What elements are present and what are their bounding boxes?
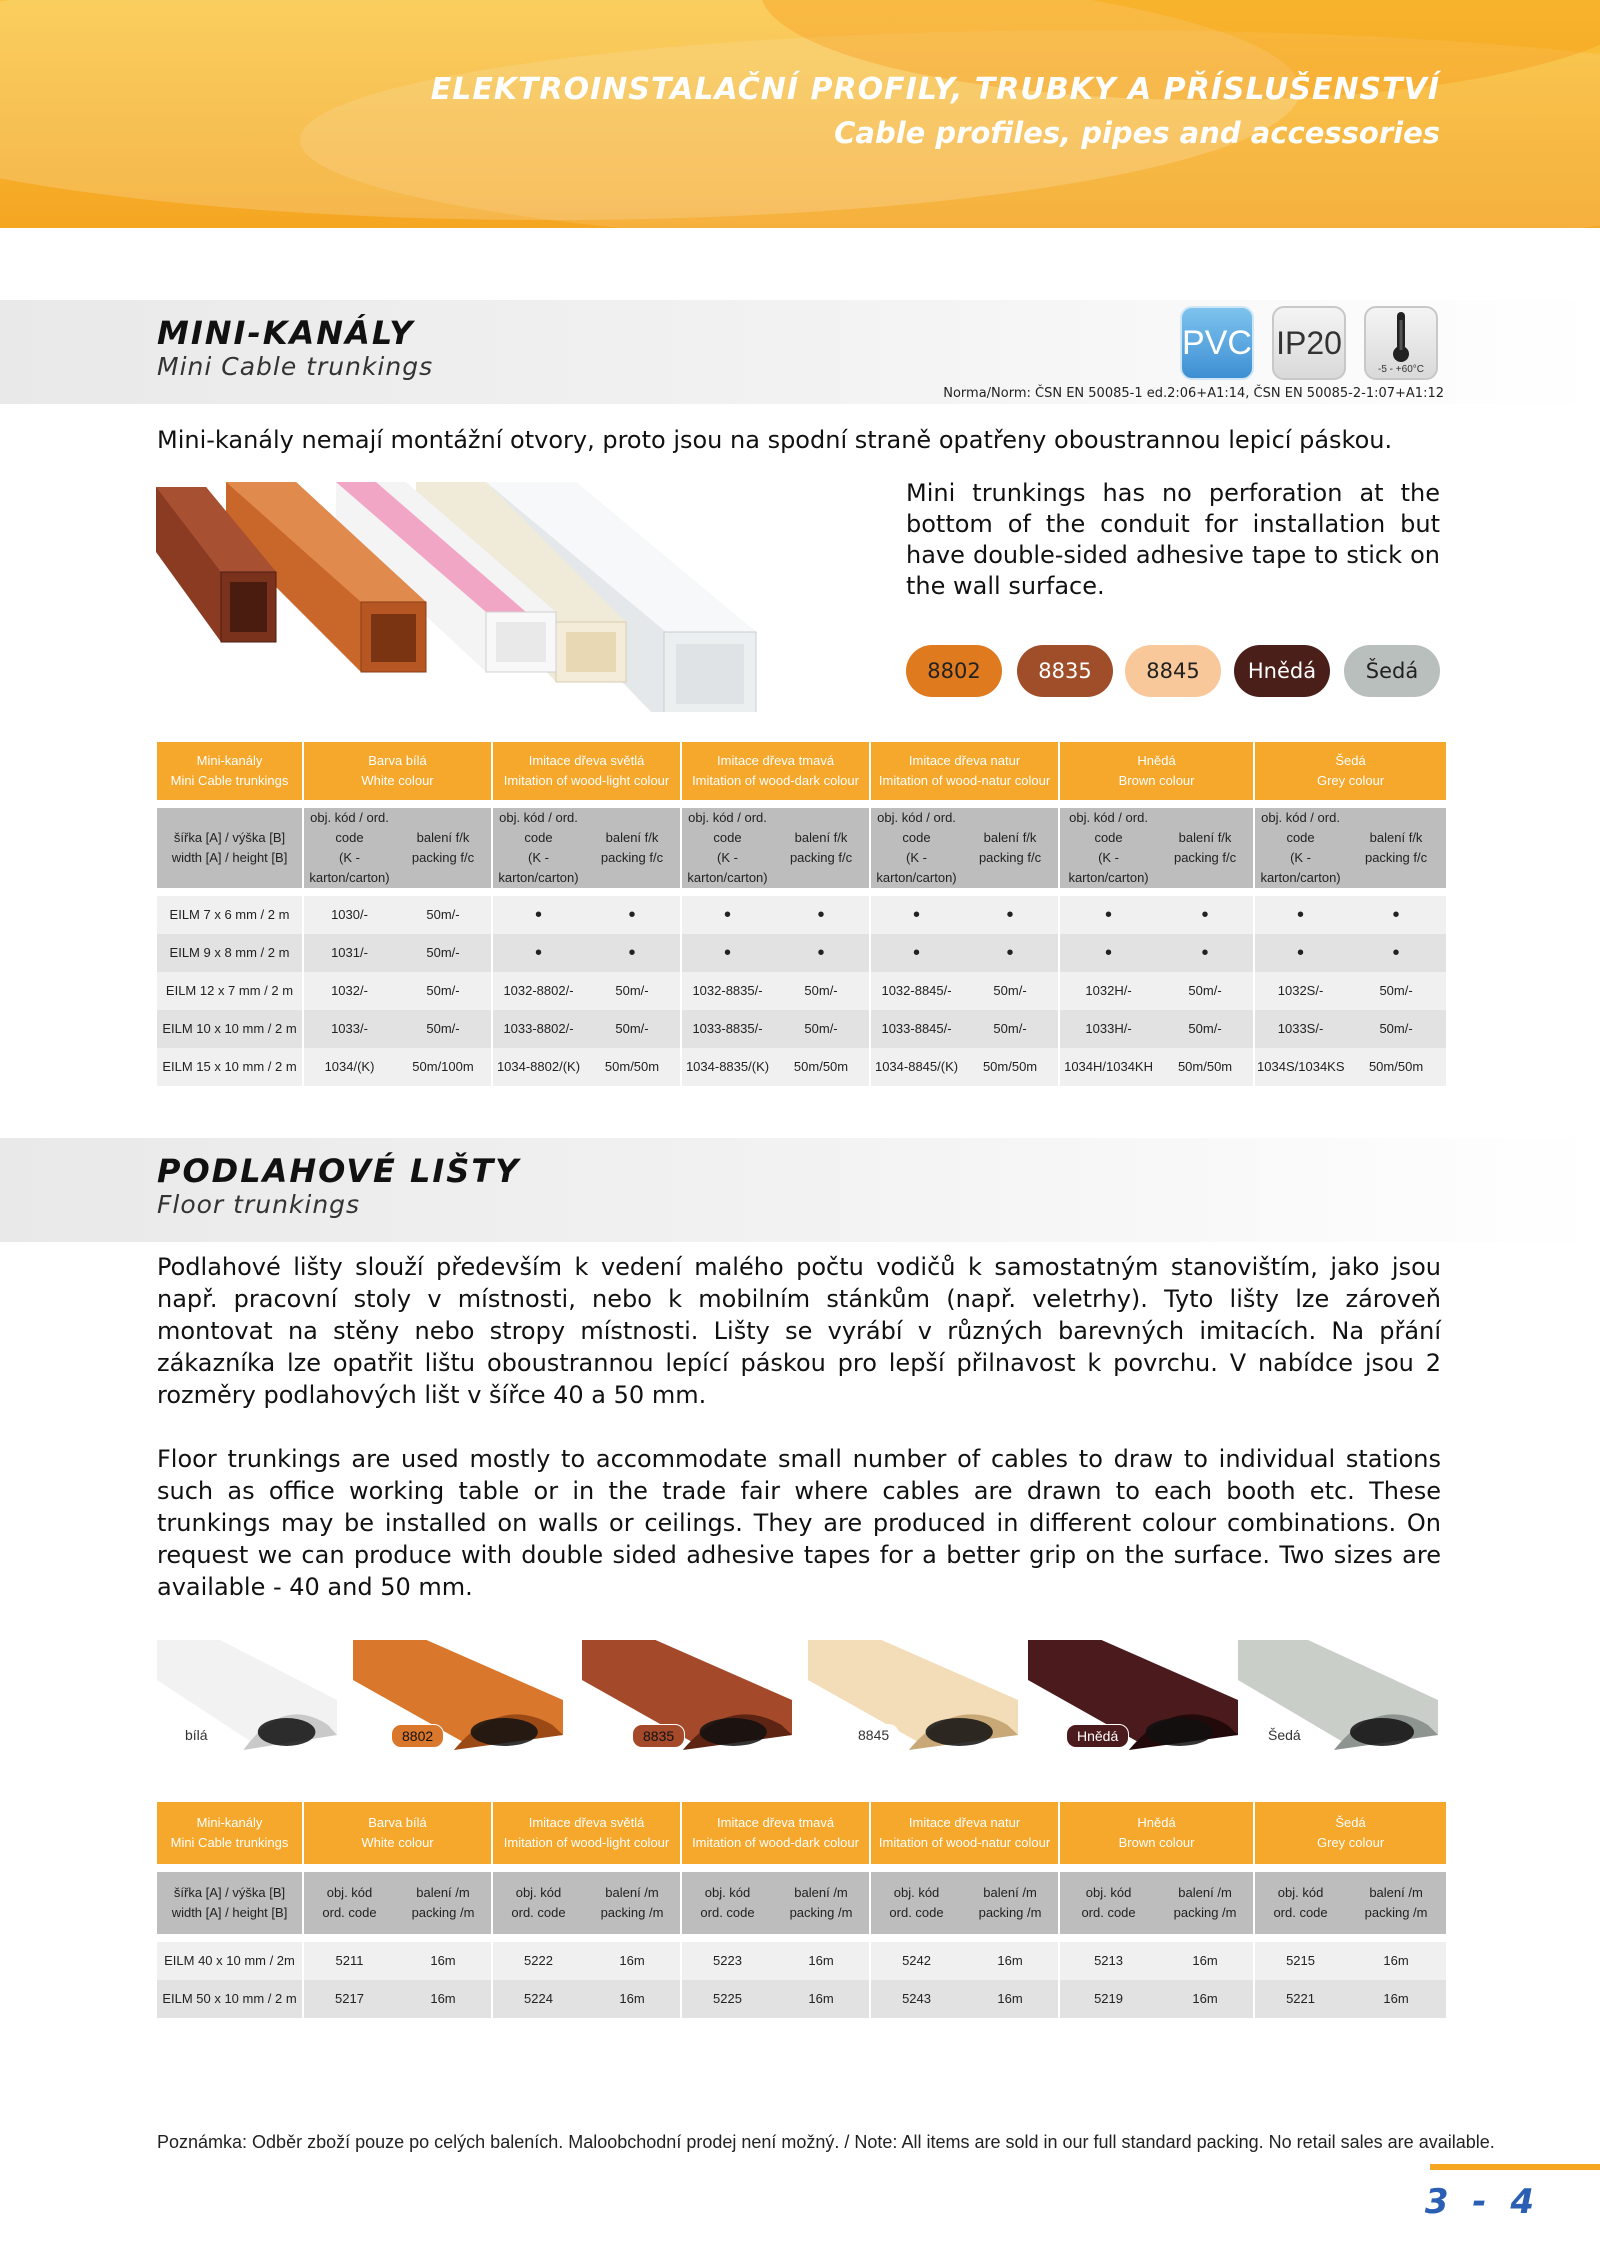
spacer-row xyxy=(157,1934,1446,1942)
subheader-text: obj. kód / ord. code xyxy=(688,810,767,845)
table-cell: 1030/- xyxy=(303,896,395,934)
color-pill-label: 8802 xyxy=(927,659,981,683)
floor-product-label: Šedá xyxy=(1258,1724,1311,1746)
subheader-cell xyxy=(395,1872,492,1934)
subheader-cell xyxy=(1254,1872,1346,1934)
mini-trunkings-table xyxy=(157,742,1446,1086)
table-cell: 1032-8802/- xyxy=(492,972,584,1010)
subheader-text: balení /m xyxy=(1178,1885,1232,1900)
pvc-badge xyxy=(1180,306,1254,380)
subheader-text: šířka [A] / výška [B] xyxy=(173,1885,286,1900)
table-cell: 1034H/1034KH xyxy=(1059,1048,1157,1086)
table-cell: 1033-8845/- xyxy=(870,1010,962,1048)
subheader-cell xyxy=(303,1872,395,1934)
subheader-cell xyxy=(584,1872,681,1934)
subheader-text: balení /m xyxy=(416,1885,470,1900)
color-pill-label: 8845 xyxy=(1146,659,1200,683)
subheader-text: balení f/k xyxy=(983,830,1037,845)
table-cell: 1032-8845/- xyxy=(870,972,962,1010)
subheader-text: balení f/k xyxy=(416,830,470,845)
floor-desc-en: Floor trunkings are used mostly to accommodate small number of cables to draw to individual stations such as office working table or in the trade fair where cables are drawn to each booth etc. These trunkings may be installed on walls or ceilings. They are produced in different colour combinations. On request we can produce with double sided adhesive tapes for a better grip on the surface. Two sizes are available - 40 and 50 mm. xyxy=(157,1445,1441,1601)
table-cell: • xyxy=(1254,896,1346,934)
header-cell xyxy=(157,742,303,800)
table-cell: 50m/- xyxy=(395,1010,492,1048)
table-cell: 1034-8845/(K) xyxy=(870,1048,962,1086)
subheader-cell xyxy=(1254,808,1346,888)
header-text: Imitace dřeva tmavá xyxy=(717,1815,835,1830)
table-body xyxy=(157,896,1446,1086)
header-text: Imitation of wood-natur colour xyxy=(878,1835,1051,1850)
table-cell: 16m xyxy=(962,1980,1059,2018)
table-cell: • xyxy=(870,934,962,972)
subheader-text: (K - karton/carton) xyxy=(1068,850,1149,885)
table-cell: 1031/- xyxy=(303,934,395,972)
header-cell xyxy=(303,742,492,800)
subheader-cell xyxy=(1059,808,1157,888)
table-cell: 1034-8802/(K) xyxy=(492,1048,584,1086)
header-cell xyxy=(870,1802,1059,1864)
table-cell: 50m/- xyxy=(1157,972,1254,1010)
color-pill-label: 8835 xyxy=(1038,659,1092,683)
table-cell: 5225 xyxy=(681,1980,773,2018)
header-text: Imitation of wood-light colour xyxy=(503,773,670,788)
floor-product-label: Hnědá xyxy=(1066,1724,1129,1748)
subheader-text: width [A] / height [B] xyxy=(171,1905,288,1920)
color-pill-label: Šedá xyxy=(1365,659,1419,683)
table-cell: 16m xyxy=(395,1942,492,1980)
table-cell: 5219 xyxy=(1059,1980,1157,2018)
header-text: White colour xyxy=(361,1835,434,1850)
header-text: Imitace dřeva tmavá xyxy=(717,753,835,768)
header-text: Mini Cable trunkings xyxy=(170,1835,289,1850)
subheader-text: balení f/k xyxy=(605,830,659,845)
table-row xyxy=(157,896,1446,934)
subheader-text: ord. code xyxy=(322,1905,377,1920)
color-pill xyxy=(1125,645,1221,697)
subheader-text: obj. kód xyxy=(515,1885,562,1900)
table-cell: • xyxy=(1346,896,1446,934)
floor-trunkings-table xyxy=(157,1802,1446,2018)
subheader-text: obj. kód / ord. code xyxy=(1069,810,1148,845)
subheader-cell xyxy=(1346,1872,1446,1934)
subheader-cell xyxy=(962,808,1059,888)
header-text: Imitation of wood-dark colour xyxy=(692,1835,859,1850)
table-cell: 1032H/- xyxy=(1059,972,1157,1010)
subheader-text: ord. code xyxy=(1081,1905,1136,1920)
norm-text: Norma/Norm: ČSN EN 50085-1 ed.2:06+A1:14, ČSN EN 50085-2-1:07+A1:12 xyxy=(943,386,1444,401)
subheader-text: ord. code xyxy=(511,1905,566,1920)
table-cell: 1034-8835/(K) xyxy=(681,1048,773,1086)
table-cell: 50m/- xyxy=(395,972,492,1010)
size-cell: EILM 9 x 8 mm / 2 m xyxy=(157,934,303,972)
table-cell: 50m/- xyxy=(773,1010,870,1048)
spacer-row xyxy=(157,800,1446,808)
table-cell: 50m/- xyxy=(962,972,1059,1010)
size-cell: EILM 15 x 10 mm / 2 m xyxy=(157,1048,303,1086)
header-text: Imitation of wood-dark colour xyxy=(692,773,859,788)
subheader-text: balení /m xyxy=(605,1885,659,1900)
subheader-text: balení f/k xyxy=(794,830,848,845)
table-cell: 50m/50m xyxy=(584,1048,681,1086)
table-cell: • xyxy=(492,896,584,934)
table-cell: 50m/- xyxy=(584,1010,681,1048)
table-body xyxy=(157,1942,1446,2018)
table-cell: 16m xyxy=(584,1942,681,1980)
header-cell xyxy=(1059,742,1254,800)
header-banner xyxy=(0,0,1600,228)
table-cell: • xyxy=(584,934,681,972)
size-cell: EILM 10 x 10 mm / 2 m xyxy=(157,1010,303,1048)
header-text: Imitace dřeva světlá xyxy=(528,1815,645,1830)
subheader-text: packing f/c xyxy=(1364,850,1428,865)
size-cell: EILM 50 x 10 mm / 2 m xyxy=(157,1980,303,2018)
floor-trunking-image xyxy=(1028,1640,1238,1760)
table-cell: 16m xyxy=(773,1980,870,2018)
header-text: Mini-kanály xyxy=(196,753,263,768)
header-cell xyxy=(1254,742,1446,800)
table-cell: 50m/100m xyxy=(395,1048,492,1086)
table-cell: 5211 xyxy=(303,1942,395,1980)
color-pill xyxy=(1234,645,1330,697)
table-cell: 5223 xyxy=(681,1942,773,1980)
table-cell: 5215 xyxy=(1254,1942,1346,1980)
table-cell: 50m/- xyxy=(395,896,492,934)
subheader-text: packing /m xyxy=(411,1905,475,1920)
table-cell: 50m/50m xyxy=(962,1048,1059,1086)
subheader-cell xyxy=(303,808,395,888)
subheader-text: (K - karton/carton) xyxy=(309,850,390,885)
subheader-text: šířka [A] / výška [B] xyxy=(173,830,286,845)
table-cell: 50m/- xyxy=(1157,1010,1254,1048)
mini-desc-cz: Mini-kanály nemají montážní otvory, proto jsou na spodní straně opatřeny oboustrannou lepicí páskou. xyxy=(157,426,1393,454)
table-cell: 50m/- xyxy=(1346,1010,1446,1048)
floor-section-subtitle: Floor trunkings xyxy=(157,1190,361,1219)
table-cell: • xyxy=(962,934,1059,972)
table-cell: 16m xyxy=(1346,1980,1446,2018)
header-text: Mini-kanály xyxy=(196,1815,263,1830)
table-cell: 5242 xyxy=(870,1942,962,1980)
floor-trunking-image xyxy=(582,1640,792,1760)
temperature-badge xyxy=(1364,306,1438,380)
table-cell: 1034S/1034KS xyxy=(1254,1048,1346,1086)
header-text: Imitation of wood-light colour xyxy=(503,1835,670,1850)
table-cell: 50m/50m xyxy=(1346,1048,1446,1086)
subheader-cell xyxy=(1157,808,1254,888)
table-cell: • xyxy=(1059,896,1157,934)
table-cell: 1034/(K) xyxy=(303,1048,395,1086)
subheader-cell xyxy=(773,1872,870,1934)
table-cell: • xyxy=(870,896,962,934)
floor-product-label: bílá xyxy=(175,1724,218,1746)
table-cell: 5217 xyxy=(303,1980,395,2018)
floor-trunking-image xyxy=(353,1640,563,1760)
mini-section-subtitle: Mini Cable trunkings xyxy=(157,352,434,381)
header-cell xyxy=(870,742,1059,800)
ip20-badge-label: IP20 xyxy=(1276,324,1342,361)
banner-title: ELEKTROINSTALAČNÍ PROFILY, TRUBKY A PŘÍSLUŠENSTVÍ xyxy=(430,72,1440,107)
table-cell: • xyxy=(1157,934,1254,972)
temperature-range: -5 - +60°C xyxy=(1378,364,1424,375)
header-text: White colour xyxy=(361,773,434,788)
table-cell: 50m/50m xyxy=(773,1048,870,1086)
color-pill xyxy=(1017,645,1113,697)
subheader-text: packing f/c xyxy=(789,850,853,865)
table-cell: 1033-8802/- xyxy=(492,1010,584,1048)
subheader-cell xyxy=(1157,1872,1254,1934)
table-cell: • xyxy=(773,896,870,934)
table-row xyxy=(157,934,1446,972)
header-cell xyxy=(681,1802,870,1864)
color-pill-label: Hnědá xyxy=(1247,659,1317,683)
table-cell: 16m xyxy=(584,1980,681,2018)
table-cell: 50m/- xyxy=(395,934,492,972)
subheader-text: (K - karton/carton) xyxy=(1260,850,1341,885)
header-text: Hnědá xyxy=(1137,753,1176,768)
subheader-text: (K - karton/carton) xyxy=(498,850,579,885)
header-text: Brown colour xyxy=(1118,1835,1195,1850)
subheader-cell xyxy=(492,808,584,888)
header-cell xyxy=(1059,1802,1254,1864)
mini-desc-en: Mini trunkings has no perforation at the bottom of the conduit for installation but have double-sided adhesive tape to stick on the wall surface. xyxy=(906,479,1440,600)
table-header-row xyxy=(157,1802,1446,1864)
table-cell: 1033/- xyxy=(303,1010,395,1048)
table-cell: • xyxy=(1059,934,1157,972)
table-row xyxy=(157,1980,1446,2018)
subheader-text: balení /m xyxy=(1369,1885,1423,1900)
subheader-text: packing f/c xyxy=(411,850,475,865)
subheader-text: balení /m xyxy=(794,1885,848,1900)
table-cell: 5213 xyxy=(1059,1942,1157,1980)
table-cell: 16m xyxy=(395,1980,492,2018)
header-cell xyxy=(681,742,870,800)
subheader-text: obj. kód / ord. code xyxy=(1261,810,1340,845)
table-cell: 1033-8835/- xyxy=(681,1010,773,1048)
size-cell: EILM 7 x 6 mm / 2 m xyxy=(157,896,303,934)
header-cell xyxy=(492,742,681,800)
subheader-cell xyxy=(157,1872,303,1934)
subheader-cell xyxy=(681,808,773,888)
subheader-cell xyxy=(962,1872,1059,1934)
subheader-text: obj. kód / ord. code xyxy=(310,810,389,845)
subheader-text: (K - karton/carton) xyxy=(687,850,768,885)
subheader-text: packing /m xyxy=(1364,1905,1428,1920)
table-cell: • xyxy=(584,896,681,934)
spacer-row xyxy=(157,1864,1446,1872)
header-text: Imitace dřeva natur xyxy=(908,753,1021,768)
subheader-text: packing /m xyxy=(1173,1905,1237,1920)
header-text: Grey colour xyxy=(1316,773,1385,788)
subheader-text: obj. kód xyxy=(1085,1885,1132,1900)
subheader-text: packing f/c xyxy=(1173,850,1237,865)
color-pill xyxy=(906,645,1002,697)
table-cell: • xyxy=(492,934,584,972)
subheader-cell xyxy=(681,1872,773,1934)
subheader-cell xyxy=(492,1872,584,1934)
subheader-text: obj. kód xyxy=(1277,1885,1324,1900)
mini-section-title: MINI-KANÁLY xyxy=(157,314,415,352)
header-text: Šedá xyxy=(1335,753,1366,768)
subheader-text: balení f/k xyxy=(1369,830,1423,845)
size-cell: EILM 12 x 7 mm / 2 m xyxy=(157,972,303,1010)
table-cell: 5243 xyxy=(870,1980,962,2018)
header-text: Šedá xyxy=(1335,1815,1366,1830)
table-cell: 1033H/- xyxy=(1059,1010,1157,1048)
subheader-text: obj. kód xyxy=(893,1885,940,1900)
header-text: Brown colour xyxy=(1118,773,1195,788)
banner-subtitle: Cable profiles, pipes and accessories xyxy=(834,116,1440,150)
header-text: Imitace dřeva světlá xyxy=(528,753,645,768)
table-cell: 5221 xyxy=(1254,1980,1346,2018)
subheader-cell xyxy=(584,808,681,888)
header-text: Imitace dřeva natur xyxy=(908,1815,1021,1830)
header-text: Grey colour xyxy=(1316,1835,1385,1850)
table-cell: 16m xyxy=(773,1942,870,1980)
table-cell: 16m xyxy=(1157,1980,1254,2018)
table-cell: 16m xyxy=(1157,1942,1254,1980)
spacer-row xyxy=(157,888,1446,896)
table-row xyxy=(157,1048,1446,1086)
floor-product-label: 8802 xyxy=(391,1724,444,1748)
subheader-text: packing /m xyxy=(978,1905,1042,1920)
table-subheader-row xyxy=(157,1872,1446,1934)
subheader-text: (K - karton/carton) xyxy=(876,850,957,885)
table-cell: 1033S/- xyxy=(1254,1010,1346,1048)
subheader-text: packing f/c xyxy=(600,850,664,865)
subheader-cell xyxy=(157,808,303,888)
table-row xyxy=(157,1942,1446,1980)
subheader-text: balení /m xyxy=(983,1885,1037,1900)
header-text: Barva bílá xyxy=(368,753,427,768)
header-text: Imitation of wood-natur colour xyxy=(878,773,1051,788)
thermometer-icon xyxy=(1386,310,1416,366)
ip20-badge xyxy=(1272,306,1346,380)
subheader-text: ord. code xyxy=(889,1905,944,1920)
table-cell: • xyxy=(773,934,870,972)
table-cell: 16m xyxy=(1346,1942,1446,1980)
header-text: Barva bílá xyxy=(368,1815,427,1830)
table-cell: 1032-8835/- xyxy=(681,972,773,1010)
table-row xyxy=(157,972,1446,1010)
color-pill xyxy=(1344,645,1440,697)
header-cell xyxy=(303,1802,492,1864)
table-cell: • xyxy=(681,896,773,934)
table-cell: 5222 xyxy=(492,1942,584,1980)
subheader-text: packing /m xyxy=(789,1905,853,1920)
subheader-cell xyxy=(395,808,492,888)
table-subheader-row xyxy=(157,808,1446,888)
floor-desc-cz: Podlahové lišty slouží především k vedení malého počtu vodičů k samostatným stanovištím, jako jsou např. pracovní stoly v místnosti, nebo k mobilním stánkům (např. veletrhy). Tyto lišty lze zároveň montovat na stěny nebo stropy místnosti. Lišty se vyrábí v různých barevných imitacích. Na přání zákazníka lze opatřit lištu oboustrannou lepící páskou pro lepší přilnavost k povrchu. V nabídce jsou 2 rozměry podlahových lišt v šířce 40 a 50 mm. xyxy=(157,1253,1441,1409)
table-cell: • xyxy=(1157,896,1254,934)
subheader-text: obj. kód / ord. code xyxy=(877,810,956,845)
table-header-row xyxy=(157,742,1446,800)
table-cell: 5224 xyxy=(492,1980,584,2018)
subheader-text: ord. code xyxy=(1273,1905,1328,1920)
subheader-text: obj. kód xyxy=(326,1885,373,1900)
subheader-cell xyxy=(870,808,962,888)
footnote: Poznámka: Odběr zboží pouze po celých baleních. Maloobchodní prodej není možný. / Note: All items are sold in our full standard packing. No retail sales are available. xyxy=(157,2132,1495,2152)
table-cell: 50m/50m xyxy=(1157,1048,1254,1086)
header-text: Mini Cable trunkings xyxy=(170,773,289,788)
subheader-text: obj. kód / ord. code xyxy=(499,810,578,845)
header-cell xyxy=(1254,1802,1446,1864)
table-cell: 50m/- xyxy=(773,972,870,1010)
table-cell: • xyxy=(681,934,773,972)
table-cell: • xyxy=(1346,934,1446,972)
subheader-text: ord. code xyxy=(700,1905,755,1920)
subheader-text: packing /m xyxy=(600,1905,664,1920)
header-text: Hnědá xyxy=(1137,1815,1176,1830)
floor-product-label: 8845 xyxy=(848,1724,899,1746)
table-cell: 50m/- xyxy=(584,972,681,1010)
subheader-cell xyxy=(1346,808,1446,888)
table-cell: 50m/- xyxy=(1346,972,1446,1010)
pvc-badge-label: PVC xyxy=(1182,323,1252,362)
header-cell xyxy=(157,1802,303,1864)
subheader-text: balení f/k xyxy=(1178,830,1232,845)
floor-section-title: PODLAHOVÉ LIŠTY xyxy=(157,1152,521,1190)
table-cell: • xyxy=(962,896,1059,934)
table-row xyxy=(157,1010,1446,1048)
footer-accent-line xyxy=(1430,2164,1600,2170)
subheader-text: width [A] / height [B] xyxy=(171,850,288,865)
size-cell: EILM 40 x 10 mm / 2m xyxy=(157,1942,303,1980)
table-cell: • xyxy=(1254,934,1346,972)
table-cell: 1032S/- xyxy=(1254,972,1346,1010)
table-cell: 16m xyxy=(962,1942,1059,1980)
floor-trunking-image xyxy=(808,1640,1018,1760)
floor-product-label: 8835 xyxy=(632,1724,685,1748)
table-cell: 1032/- xyxy=(303,972,395,1010)
subheader-text: obj. kód xyxy=(704,1885,751,1900)
page-number: 3 - 4 xyxy=(1424,2182,1540,2222)
subheader-cell xyxy=(870,1872,962,1934)
header-cell xyxy=(492,1802,681,1864)
subheader-text: packing f/c xyxy=(978,850,1042,865)
subheader-cell xyxy=(1059,1872,1157,1934)
mini-trunkings-image xyxy=(156,482,876,712)
table-cell: 50m/- xyxy=(962,1010,1059,1048)
subheader-cell xyxy=(773,808,870,888)
